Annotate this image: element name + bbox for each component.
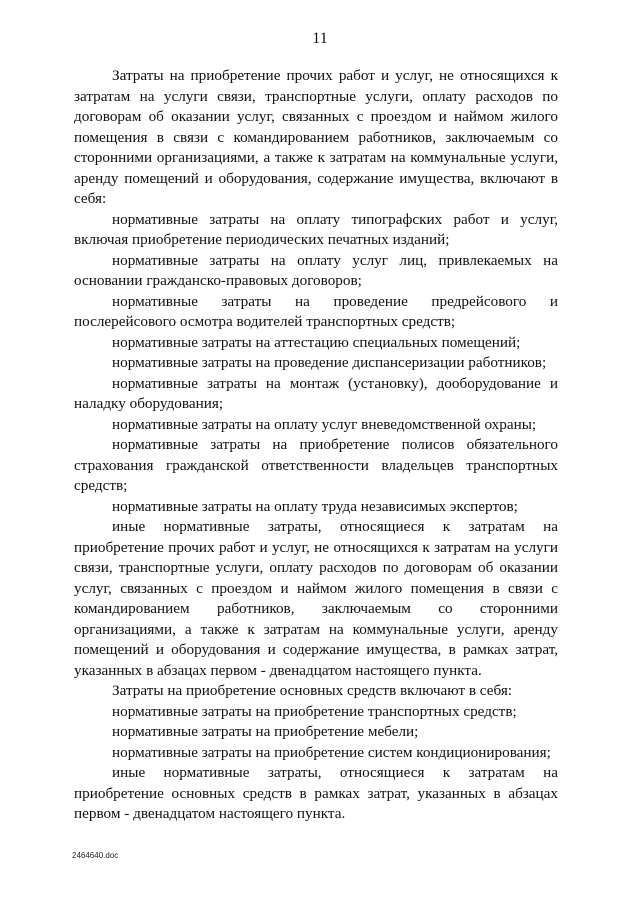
paragraph: нормативные затраты на проведение диспансеризации работников;: [112, 354, 547, 371]
footer-filename: 2464640.doc: [72, 851, 119, 860]
paragraph: нормативные затраты на проведение предрейсового и послерейсового осмотра водителей транспортных средств;: [74, 292, 558, 330]
paragraph: нормативные затраты на приобретение мебели;: [112, 723, 419, 740]
paragraph: нормативные затраты на аттестацию специальных помещений;: [112, 333, 521, 351]
paragraph: нормативные затраты на приобретение транспортных средств;: [112, 702, 517, 720]
paragraph: нормативные затраты на оплату типографских работ и услуг, включая приобретение периодических печатных изданий;: [74, 210, 558, 248]
paragraph: иные нормативные затраты, относящиеся к затратам на приобретение прочих работ и услуг, не относящихся к затратам на услуги связи, транспортные услуги, оплату расходов по договорам об оказании услуг, связанных с проездом и наймом жилого помещения в связи с командированием работников, заключаемым со сторонними организациями, а также к затратам на коммунальные услуги, аренду помещений и оборудования и содержание имущества, в рамках затрат, указанных в абзацах первом - двенадцатом настоящего пункта.: [74, 518, 558, 679]
paragraph: Затраты на приобретение прочих работ и услуг, не относящихся к затратам на услуги связи, транспортные услуги, оплату расходов по договорам об оказании услуг, связанных с проездом и наймом жилого помещения в связи с командированием работников, заключаемым со сторонними организациями, а также к затратам на коммунальные услуги, аренду помещений и оборудования, содержание имущества, включают в себя:: [74, 67, 558, 207]
paragraph: нормативные затраты на приобретение систем кондиционирования;: [112, 743, 551, 761]
paragraph: иные нормативные затраты, относящиеся к затратам на приобретение основных средств в рамках затрат, указанных в абзацах первом - двенадцатом настоящего пункта.: [74, 764, 558, 822]
paragraph: нормативные затраты на приобретение полисов обязательного страхования гражданской ответственности владельцев транспортных средств;: [74, 436, 558, 494]
paragraph: Затраты на приобретение основных средств включают в себя:: [112, 682, 513, 699]
paragraph: нормативные затраты на оплату услуг лиц, привлекаемых на основании гражданско-правовых договоров;: [74, 251, 558, 289]
paragraph: нормативные затраты на оплату услуг вневедомственной охраны;: [112, 415, 537, 433]
document-body: [74, 66, 558, 825]
paragraph: нормативные затраты на оплату труда независимых экспертов;: [112, 497, 518, 515]
page-number: 11: [312, 30, 328, 47]
paragraph: нормативные затраты на монтаж (установку), дооборудование и наладку оборудования;: [74, 374, 558, 412]
